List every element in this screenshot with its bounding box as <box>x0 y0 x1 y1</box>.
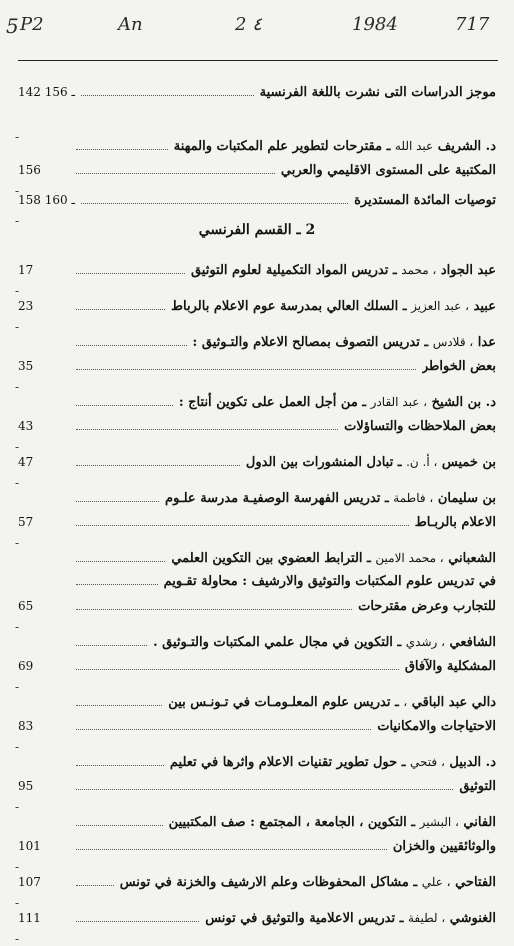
entry-text <box>358 595 496 619</box>
entry-line <box>18 414 496 438</box>
separator-dash: - <box>15 896 20 910</box>
page-number: 23 <box>18 299 34 313</box>
entry-line <box>18 330 496 354</box>
entry-text <box>344 415 496 439</box>
entry-text <box>171 294 496 319</box>
entry-line <box>18 714 496 738</box>
entry-text <box>354 189 496 213</box>
separator-dash: - <box>15 800 20 814</box>
separator-dash: - <box>15 536 20 550</box>
top-rule <box>18 60 498 61</box>
entry-given-name: ، رشدي <box>405 635 446 649</box>
index-entry <box>18 330 496 378</box>
index-entry <box>18 690 496 738</box>
entry-text <box>459 775 496 799</box>
separator-dash: - <box>15 320 20 334</box>
page-number: 158 ـ 160 <box>18 193 75 207</box>
entry-given-name: ، محمد <box>401 263 437 277</box>
separator-dash: - <box>15 620 20 634</box>
leader-dots <box>76 165 275 174</box>
index-entry <box>18 630 496 678</box>
entry-title: ـ السلك العالي بمدرسة عوم الاعلام بالرباط <box>171 299 407 314</box>
handwritten-mark-ref: 717 <box>455 14 490 35</box>
entry-text <box>164 570 496 594</box>
entry-line <box>18 294 496 318</box>
entry-title-continued: الاحتياجات والامكانيات <box>377 719 496 734</box>
index-entry <box>18 906 496 930</box>
index-entry <box>18 390 496 438</box>
index-entry <box>18 810 496 858</box>
leader-dots <box>81 87 254 96</box>
leader-dots <box>76 913 199 922</box>
entry-author: الشافعي <box>449 635 496 650</box>
leader-dots <box>76 661 399 670</box>
entry-text <box>193 330 496 355</box>
leader-dots <box>76 493 159 502</box>
entry-title-continued: المكتبية على المستوى الاقليمي والعربي <box>280 163 496 178</box>
entry-author: الفاني <box>463 815 496 830</box>
index-entry <box>18 80 496 104</box>
page-number: 95 <box>18 779 34 793</box>
entry-text <box>405 655 496 679</box>
leader-dots <box>76 361 416 370</box>
entry-author: الغنوشي <box>449 911 496 926</box>
entry-title: ـ تدريس الفهرسة الوصفيـة مدرسة علـوم <box>165 491 389 506</box>
page-number: 156 <box>18 163 41 177</box>
entry-line <box>18 810 496 834</box>
entry-line <box>18 354 496 378</box>
leader-dots <box>76 337 187 346</box>
entry-title-continued: بعض الملاحظات والتساؤلات <box>344 419 496 434</box>
entry-text <box>168 690 496 715</box>
entry-line <box>18 690 496 714</box>
entry-line <box>18 750 496 774</box>
leader-dots <box>76 576 158 585</box>
entry-title-continued: بعض الخواطر <box>421 359 496 374</box>
separator-dash: - <box>15 740 20 754</box>
page-number: 65 <box>18 599 34 613</box>
page-number: 142 ـ 156 <box>18 85 75 99</box>
entry-line <box>18 870 496 894</box>
index-entry <box>18 294 496 318</box>
handwritten-mark-number: 5 <box>6 14 19 38</box>
entry-text <box>205 906 496 931</box>
entry-given-name: ، البشير <box>419 815 459 829</box>
entry-text <box>415 511 496 535</box>
entry-text <box>260 81 496 105</box>
entry-given-name: ، أ. ن. <box>406 455 438 469</box>
handwritten-mark-year: 1984 <box>352 14 398 35</box>
entry-line <box>18 654 496 678</box>
separator-dash: - <box>15 932 20 946</box>
entry-line <box>18 630 496 654</box>
entry-line <box>18 134 496 158</box>
leader-dots <box>76 421 338 430</box>
entry-title-continued: التوثيق <box>459 779 496 794</box>
entry-line <box>18 390 496 414</box>
separator-dash: - <box>15 130 20 144</box>
entry-title: ـ الترابط العضوي بين التكوين العلمي <box>171 551 371 566</box>
separator-dash: - <box>15 214 20 228</box>
entry-line <box>18 834 496 858</box>
entry-author: د. بن الشيخ <box>431 395 496 410</box>
index-entry <box>18 134 496 182</box>
entry-title: موجز الدراسات التى نشرت باللغة الفرنسية <box>259 85 496 100</box>
entry-title: ـ تدريس التصوف بمصالح الاعلام والتـوثيق : <box>192 335 429 350</box>
entry-given-name: ، عبد العزيز <box>411 299 470 313</box>
index-entry <box>18 546 496 618</box>
page-number: 57 <box>18 515 34 529</box>
entry-text <box>165 486 496 511</box>
page-number: 101 <box>18 839 41 853</box>
index-entry <box>18 450 496 474</box>
entry-line <box>18 80 496 104</box>
entry-title: ـ من أجل العمل على تكوين أنتاج : <box>178 395 367 410</box>
entry-text <box>153 630 496 655</box>
leader-dots <box>76 637 147 646</box>
entry-text <box>422 355 496 379</box>
entry-given-name: ، فتحي <box>410 755 445 769</box>
handwritten-mark-abbrev: An <box>118 14 143 35</box>
separator-dash: - <box>15 440 20 454</box>
leader-dots <box>76 457 240 466</box>
entry-title: ـ حول تطوير تقنيات الاعلام واثرها في تعليم <box>169 755 406 770</box>
entry-text <box>179 390 496 415</box>
leader-dots <box>76 553 165 562</box>
entry-text <box>377 715 496 739</box>
section-title: 2 ـ القسم الفرنسي <box>198 222 316 238</box>
separator-dash: - <box>15 380 20 394</box>
entry-given-name: ، علي <box>421 875 451 889</box>
entry-text <box>174 134 496 159</box>
entry-author: د. الدبيل <box>449 755 496 770</box>
separator-dash: - <box>15 860 20 874</box>
entry-line <box>18 486 496 510</box>
entry-title: ـ التكوين ، الجامعة ، المجتمع : صف المكتبيين <box>168 815 416 830</box>
entry-author: دالي عبد الباقي <box>411 695 496 710</box>
entry-title-continued: الاعلام بالربـاط <box>414 515 496 530</box>
entry-line <box>18 188 496 212</box>
entry-author: الشعباني <box>448 551 496 566</box>
entry-author: بن خميس <box>441 455 496 470</box>
handwritten-mark-issue: 2 ٤ <box>235 14 262 35</box>
entry-title: ـ تدريس الاعلامية والتوثيق في تونس <box>205 911 404 926</box>
page-number: 69 <box>18 659 34 673</box>
leader-dots <box>76 601 352 610</box>
entry-line <box>18 258 496 282</box>
entry-text <box>169 810 496 835</box>
leader-dots <box>76 757 164 766</box>
entry-author: عبد الجواد <box>440 263 496 278</box>
leader-dots <box>76 301 165 310</box>
entry-line <box>18 570 496 594</box>
entry-given-name: عبد الله <box>394 139 434 153</box>
entry-title-continued: في تدريس علوم المكتبات والتوثيق والارشيف : محاولة تقـويم <box>163 574 496 589</box>
leader-dots <box>76 697 162 706</box>
leader-dots <box>76 397 173 406</box>
entry-text <box>393 835 496 859</box>
entry-line <box>18 158 496 182</box>
leader-dots <box>76 877 114 886</box>
entry-title: ـ تبادل المنشورات بين الدول <box>245 455 402 470</box>
entry-title: توصيات المائدة المستديرة <box>354 193 496 208</box>
index-entry <box>18 870 496 894</box>
entry-given-name: ، قلادس <box>432 335 474 349</box>
entry-title: ـ التكوين في مجال علمي المكتبات والتـوثيق . <box>153 635 402 650</box>
index-entry <box>18 188 496 212</box>
separator-dash: - <box>15 284 20 298</box>
page-number: 43 <box>18 419 34 433</box>
page-number: 35 <box>18 359 34 373</box>
entry-line <box>18 906 496 930</box>
leader-dots <box>76 781 453 790</box>
entry-title-continued: للتجارب وعرض مقترحات <box>358 599 496 614</box>
entry-given-name: ، عبد القادر <box>370 395 428 409</box>
index-entry <box>18 750 496 798</box>
leader-dots <box>76 265 185 274</box>
entry-given-name: ، لطيفة <box>407 911 446 925</box>
entry-line <box>18 774 496 798</box>
leader-dots <box>81 195 348 204</box>
entry-line <box>18 510 496 534</box>
entry-text <box>120 870 496 895</box>
separator-dash: - <box>15 680 20 694</box>
entry-author: بن سليمان <box>437 491 496 506</box>
separator-dash: - <box>15 476 20 490</box>
leader-dots <box>76 817 163 826</box>
entry-title-continued: المشكلية والآفاق <box>404 659 496 674</box>
separator-dash: - <box>15 184 20 198</box>
entry-author: عبيد <box>473 299 496 314</box>
page-number: 17 <box>18 263 34 277</box>
entry-author: الفتاحي <box>455 875 496 890</box>
page-number: 107 <box>18 875 41 889</box>
index-entry <box>18 486 496 534</box>
entry-author: عدا <box>477 335 496 350</box>
entry-title: ـ مشاكل المحفوظات وعلم الارشيف والخزنة في تونس <box>119 875 418 890</box>
entry-title: ـ مقترحات لتطوير علم المكتبات والمهنة <box>173 139 391 154</box>
page-number: 111 <box>18 911 41 925</box>
entry-line <box>18 594 496 618</box>
entry-line <box>18 546 496 570</box>
entry-text <box>170 750 496 775</box>
entry-text <box>281 159 496 183</box>
entry-given-name: ، محمد الامين <box>375 551 444 565</box>
entry-author: د. الشريف <box>437 139 496 154</box>
leader-dots <box>76 721 371 730</box>
handwritten-mark-code: P2 <box>20 14 44 35</box>
leader-dots <box>76 517 409 526</box>
entry-title: ـ تدريس المواد التكميلية لعلوم التوثيق <box>190 263 397 278</box>
entry-line <box>18 450 496 474</box>
entry-given-name: ، <box>403 695 408 709</box>
page-number: 47 <box>18 455 34 469</box>
entry-title-continued: والوثائقيين والخزان <box>392 839 496 854</box>
index-entry <box>18 258 496 282</box>
entry-given-name: ، فاطمة <box>393 491 434 505</box>
entry-text <box>171 546 496 571</box>
leader-dots <box>76 141 168 150</box>
entry-title: ـ تدريس علوم المعلـومـات في تـونـس بين <box>168 695 399 710</box>
entry-text <box>191 258 496 283</box>
leader-dots <box>76 841 387 850</box>
entry-text <box>246 450 496 475</box>
page-number: 83 <box>18 719 34 733</box>
